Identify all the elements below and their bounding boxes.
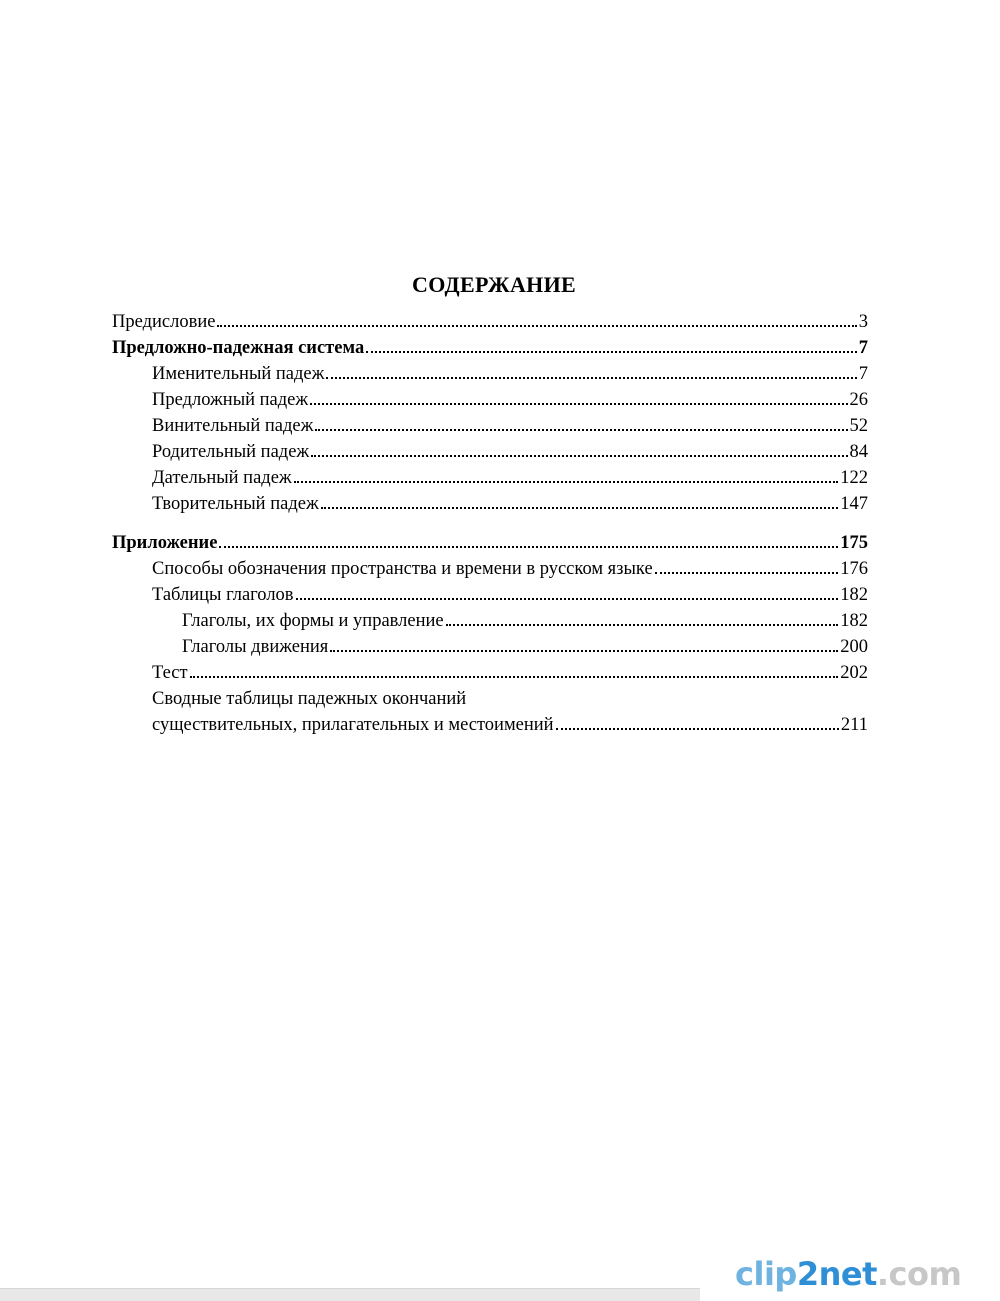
toc-title: СОДЕРЖАНИЕ [412, 272, 576, 297]
toc-entry-label: Предисловие [112, 312, 216, 332]
dot-leader [315, 428, 847, 431]
watermark-part: clip [735, 1255, 797, 1293]
toc-entry[interactable] [112, 312, 868, 338]
toc-entry-label: Глаголы, их формы и управление [182, 611, 444, 631]
toc-page-number: 52 [849, 416, 868, 436]
toc-entry-label: Сводные таблицы падежных окончаний [152, 689, 467, 709]
toc-entry-label: Глаголы движения [182, 637, 329, 657]
toc-page-number: 3 [858, 312, 868, 332]
toc-entry[interactable] [112, 611, 868, 637]
toc-page-number: 7 [858, 364, 868, 384]
dot-leader [446, 623, 839, 626]
watermark-part: .com [876, 1255, 962, 1293]
toc-page-number: 182 [840, 611, 868, 631]
toc-entry[interactable] [112, 390, 868, 416]
toc-entry[interactable] [112, 637, 868, 663]
toc-entry-label: Приложение [112, 533, 218, 553]
dot-leader [311, 454, 847, 457]
toc-entry-label: Винительный падеж [152, 416, 314, 436]
dot-leader [217, 324, 856, 327]
toc-page-number: 211 [840, 715, 868, 735]
toc-entry[interactable] [112, 442, 868, 468]
toc-page-number: 26 [849, 390, 868, 410]
toc-entry-label: Именительный падеж [152, 364, 325, 384]
dot-leader [310, 402, 847, 405]
toc-entry-label: Творительный падеж [152, 494, 319, 514]
toc-entry-label: Тест [152, 663, 188, 683]
dot-leader [366, 350, 857, 353]
toc-entry[interactable] [112, 559, 868, 585]
dot-leader [219, 545, 838, 548]
toc-page-number: 200 [840, 637, 868, 657]
toc-page-number: 176 [840, 559, 868, 579]
toc-entry-label: Способы обозначения пространства и времени в русском языке [152, 559, 653, 579]
dot-leader [321, 506, 839, 509]
toc-entry[interactable] [112, 338, 868, 364]
dot-leader [556, 727, 839, 730]
dot-leader [190, 675, 839, 678]
toc-entry[interactable] [112, 663, 868, 689]
dot-leader [326, 376, 856, 379]
toc-page-number: 147 [840, 494, 868, 514]
dot-leader [296, 597, 839, 600]
toc-entry[interactable] [112, 494, 868, 520]
toc-page-number: 175 [840, 533, 868, 553]
toc-entry-label: Таблицы глаголов [152, 585, 294, 605]
toc-entry[interactable] [112, 533, 868, 559]
toc-page-number: 7 [858, 338, 868, 358]
horizontal-scrollbar[interactable] [0, 1288, 700, 1301]
dot-leader [655, 571, 839, 574]
toc-page-number: 202 [840, 663, 868, 683]
toc-page-number: 122 [840, 468, 868, 488]
toc-entry-label: Родительный падеж [152, 442, 310, 462]
toc-entry-label: Предложный падеж [152, 390, 309, 410]
toc-page-number: 84 [849, 442, 868, 462]
dot-leader [294, 480, 839, 483]
toc-entry[interactable] [112, 416, 868, 442]
toc-entry[interactable] [112, 364, 868, 390]
toc-entry[interactable] [112, 585, 868, 611]
toc-entry[interactable] [112, 468, 868, 494]
toc-entry-label: Дательный падеж [152, 468, 292, 488]
toc-entry[interactable] [112, 715, 868, 741]
toc-page-number: 182 [840, 585, 868, 605]
toc-entry-label: существительных, прилагательных и местоимений [152, 715, 554, 735]
toc-entry-label: Предложно-падежная система [112, 338, 365, 358]
table-of-contents [112, 312, 868, 741]
toc-entry-first-line[interactable] [112, 689, 868, 715]
dot-leader [330, 649, 838, 652]
watermark-part: 2net [796, 1255, 877, 1293]
clip2net-watermark-logo [735, 1255, 961, 1293]
